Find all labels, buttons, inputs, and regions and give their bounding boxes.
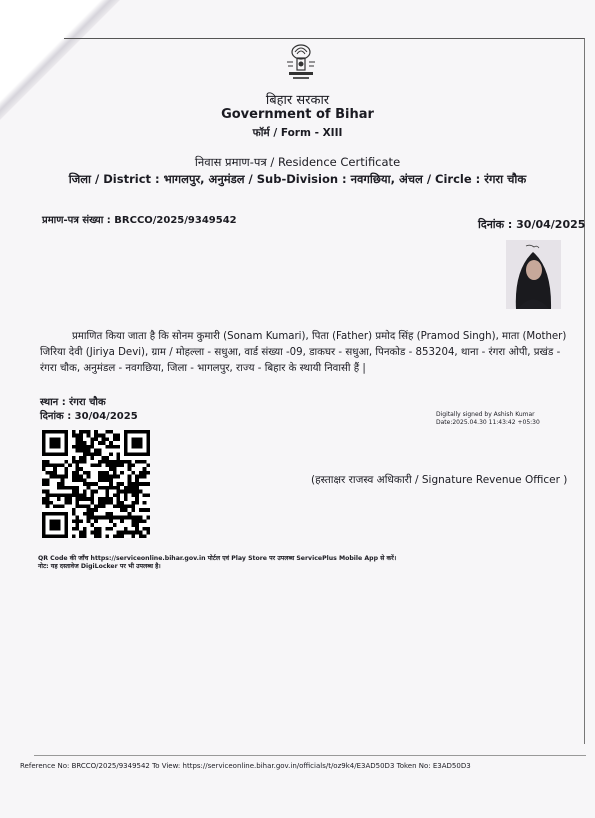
footer-reference: Reference No: BRCCO/2025/9349542 To View: https://serviceonline.bihar.gov.in/officials/t/oz9k4/E3AD50D3 Token No: E3AD50D3 — [20, 762, 471, 770]
qr-note-line: नोट: यह दस्तावेज DigiLocker पर भी उपलब्ध है। — [38, 563, 161, 570]
certificate-type: निवास प्रमाण-पत्र / Residence Certificate — [194, 155, 401, 169]
district-line: जिला / District : भागलपुर, अनुमंडल / Sub-Division : नवगछिया, अंचल / Circle : रंगरा चौक — [68, 172, 527, 186]
bihar-emblem-icon — [281, 44, 321, 84]
signature-date: Date:2025.04.30 11:43:42 +05:30 — [436, 419, 540, 426]
form-number: फॉर्म / Form - XIII — [252, 127, 343, 139]
applicant-photo — [506, 240, 561, 309]
page-border — [64, 38, 585, 744]
footer-divider — [34, 755, 586, 756]
issue-place: स्थान : रंगरा चौक — [40, 397, 106, 408]
officer-signature-label: (हस्ताक्षर राजस्व अधिकारी / Signature Revenue Officer ) — [311, 474, 568, 486]
english-title: Government of Bihar — [221, 107, 374, 122]
signature-signer: Digitally signed by Ashish Kumar — [436, 411, 535, 418]
digital-signature — [436, 411, 540, 427]
certificate-number: प्रमाण-पत्र संख्या : BRCCO/2025/9349542 — [42, 215, 237, 226]
qr-code — [42, 425, 150, 543]
certificate-date: दिनांक : 30/04/2025 — [478, 218, 586, 231]
certificate-body — [40, 329, 568, 377]
body-line: रंगरा चौक, अनुमंडल - नवगछिया, जिला - भागलपुर, राज्य - बिहार के स्थायी निवासी हैं | — [40, 363, 366, 374]
qr-note-line: QR Code की जाँच https://serviceonline.bihar.gov.in पोर्टल एवं Play Store पर उपलब्ध ServicePlus Mobile App से करें। — [38, 555, 397, 562]
qr-note — [38, 555, 396, 571]
body-line: प्रमाणित किया जाता है कि सोनम कुमारी (Sonam Kumari), पिता (Father) प्रमोद सिंह (Pramod Singh), माता (Mother) — [72, 331, 567, 342]
issue-date: दिनांक : 30/04/2025 — [40, 411, 138, 422]
body-line: जिरिया देवी (Jiriya Devi), ग्राम / मोहल्ला - सधुआ, वार्ड संख्या -09, डाकघर - सधुआ, पिनकोड - 853204, थाना - रंगरा ओपी, प्रखंड - — [40, 347, 561, 358]
hindi-title: बिहार सरकार — [265, 93, 330, 108]
